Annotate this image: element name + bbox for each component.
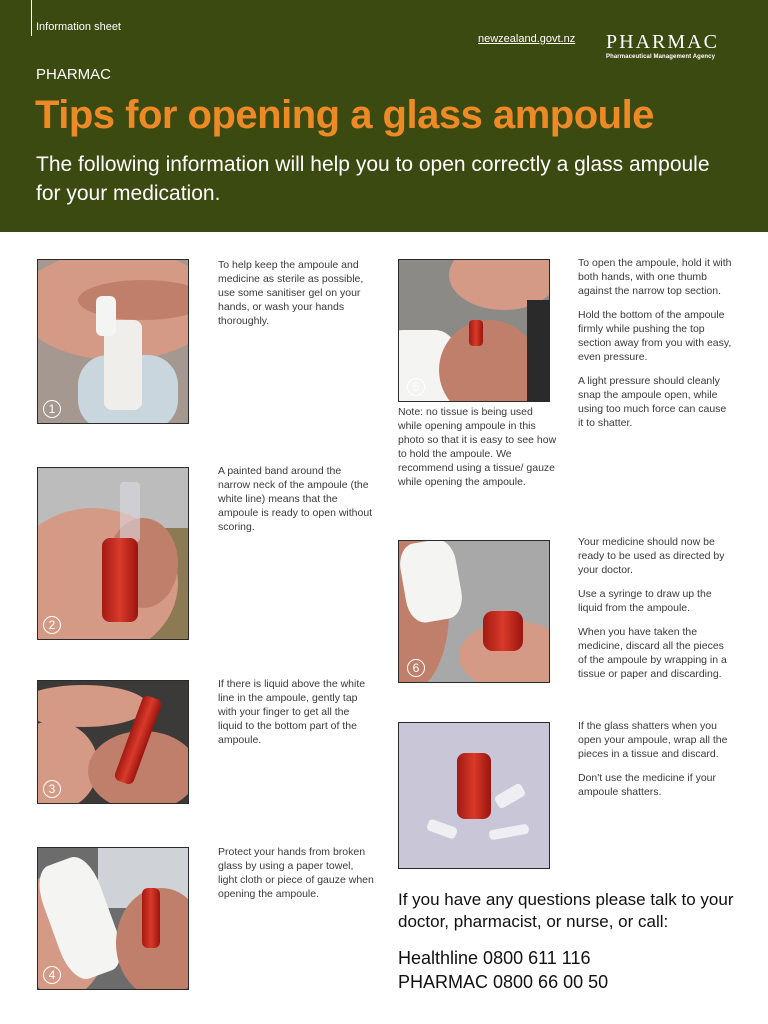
step-5-photo [398,259,550,402]
site-link[interactable]: newzealand.govt.nz [478,33,576,45]
contact-prompt: If you have any questions please talk to your doctor, pharmacist, or nurse, or call: [398,890,734,931]
step-3-text [218,677,374,757]
step-3-number: 3 [43,780,61,798]
step-1-photo [37,259,189,424]
org-name: PHARMAC [36,66,112,83]
contact-lines [398,946,608,994]
step-4-number: 4 [43,966,61,984]
step-6-paragraph-3: When you have taken the medicine, discard all the pieces of the ampoule by wrapping in a tissue or paper and discarding. [578,626,727,680]
step-4-paragraph: Protect your hands from broken glass by using a paper towel, light cloth or piece of gauze when opening the ampoule. [218,846,374,900]
step-5-text [578,256,734,440]
step-4-photo [37,847,189,990]
step-5-paragraph-1: To open the ampoule, hold it with both hands, with one thumb against the narrow top section. [578,257,732,297]
shattered-photo [398,722,550,869]
page-title: Tips for opening a glass ampoule [35,93,654,137]
step-2-paragraph: A painted band around the narrow neck of the ampoule (the white line) means that the ampoule is ready to open without scoring. [218,465,373,533]
step-2-photo [37,467,189,640]
step-1-paragraph: To help keep the ampoule and medicine as sterile as possible, use some sanitiser gel on your hands, or wash your hands thoroughly. [218,259,364,327]
step-6-paragraph-1: Your medicine should now be ready to be used as directed by your doctor. [578,536,725,576]
step-5-number: 5 [407,378,425,396]
step-1-number: 1 [43,400,61,418]
step-2-number: 2 [43,616,61,634]
step-5-paragraph-2: Hold the bottom of the ampoule firmly while pushing the top section away from you with easy, even pressure. [578,309,732,363]
step-5-note: Note: no tissue is being used while opening ampoule in this photo so that it is easy to see how to hold the ampoule. We recommend using a tissue/ gauze while opening the ampoule. [398,406,557,488]
step-6-text [578,535,734,691]
step-3-paragraph: If there is liquid above the white line in the ampoule, gently tap with your finger to get all the liquid to the bottom part of the ampoule. [218,678,366,746]
healthline-number: Healthline 0800 611 116 [398,948,591,968]
header-banner [0,0,768,232]
step-6-photo [398,540,550,683]
shattered-text [578,719,734,809]
step-6-number: 6 [407,659,425,677]
pharmac-number: PHARMAC 0800 66 00 50 [398,972,609,992]
step-2-text [218,464,374,544]
pharmac-logo [606,31,719,60]
step-1-text [218,258,374,338]
shattered-paragraph-2: Don't use the medicine if your ampoule shatters. [578,772,716,798]
logo-main: PHARMAC [606,31,719,53]
step-4-text [218,845,374,911]
sheet-label: Information sheet [36,21,121,33]
shattered-paragraph-1: If the glass shatters when you open your ampoule, wrap all the pieces in a tissue and discard. [578,720,728,760]
page-subtitle: The following information will help you to open correctly a glass ampoule for your medication. [36,153,710,205]
step-3-photo [37,680,189,804]
header-rule [31,0,32,36]
step-6-paragraph-2: Use a syringe to draw up the liquid from the ampoule. [578,588,712,614]
step-5-paragraph-3: A light pressure should cleanly snap the ampoule open, while using too much force can cause it to shatter. [578,375,727,429]
logo-sub: Pharmaceutical Management Agency [606,54,716,60]
